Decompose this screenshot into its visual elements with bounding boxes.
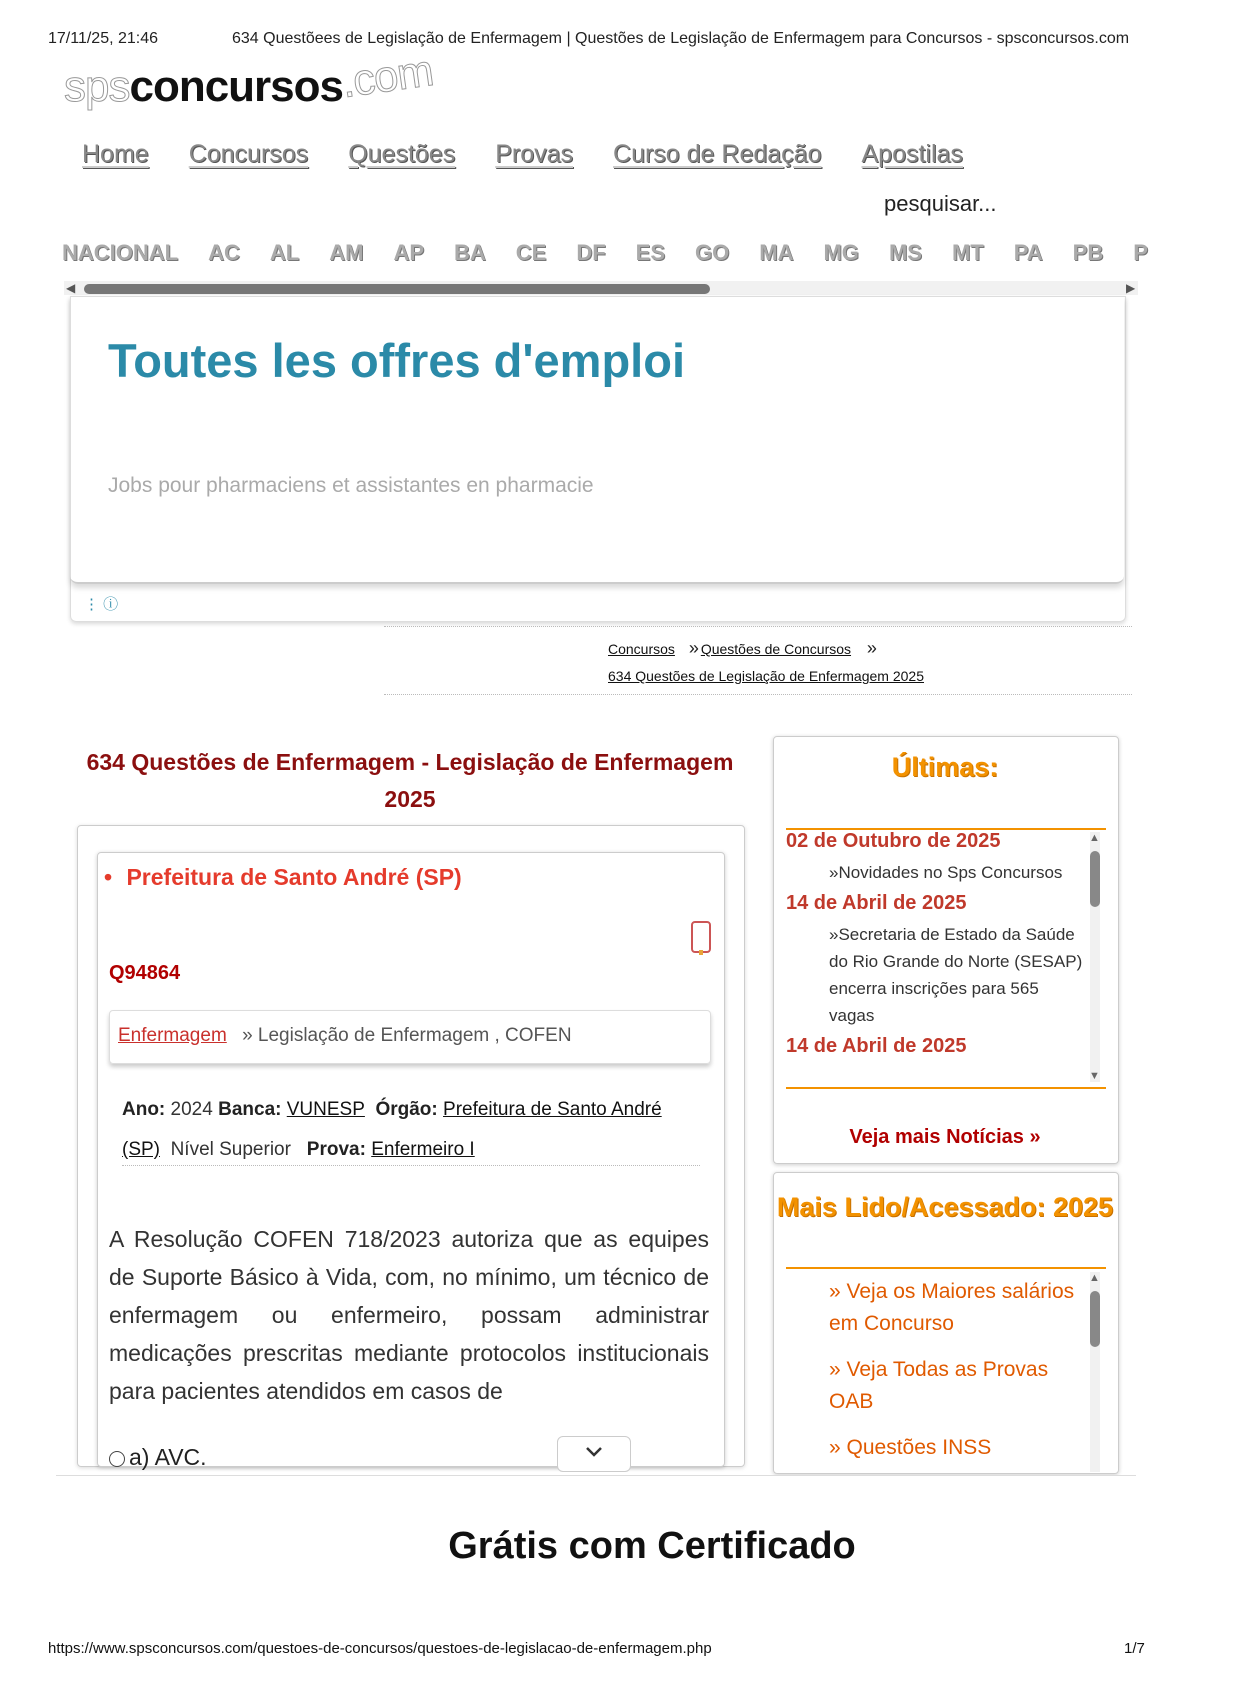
nav-home[interactable]: Home bbox=[82, 140, 149, 168]
orgao-link[interactable]: Prefeitura de Santo André (SP) bbox=[122, 1099, 662, 1160]
ad-subtitle: Jobs pour pharmaciens et assistantes en pharmacie bbox=[108, 474, 594, 497]
nav-provas[interactable]: Provas bbox=[495, 140, 574, 168]
print-page-number: 1/7 bbox=[1124, 1640, 1145, 1657]
chevron-down-icon[interactable] bbox=[557, 1436, 631, 1472]
ad-title[interactable]: Toutes les offres d'emploi bbox=[108, 334, 686, 387]
state-go[interactable]: GO bbox=[695, 240, 730, 265]
search-link[interactable]: pesquisar... bbox=[884, 191, 997, 216]
most-read-scrollbar-thumb[interactable] bbox=[1090, 1291, 1100, 1347]
breadcrumb-sep: » bbox=[866, 638, 877, 658]
link-provas-oab[interactable]: » Veja Todas as Provas OAB bbox=[829, 1358, 1049, 1413]
category-link-enfermagem[interactable]: Enfermagem bbox=[118, 1025, 227, 1046]
page-title: 634 Questões de Enfermagem - Legislação de Enfermagem 2025 bbox=[86, 749, 734, 812]
footer-ad-text[interactable]: Grátis com Certificado bbox=[448, 1525, 856, 1567]
banca-link[interactable]: VUNESP bbox=[286, 1099, 365, 1120]
state-nacional[interactable]: NACIONAL bbox=[62, 240, 179, 265]
most-read-links bbox=[829, 1276, 1089, 1478]
logo-part-concursos: concursos bbox=[129, 62, 343, 111]
print-datetime: 17/11/25, 21:46 bbox=[48, 30, 159, 47]
state-am[interactable]: AM bbox=[329, 240, 364, 265]
state-al[interactable]: AL bbox=[269, 240, 300, 265]
scroll-up-icon[interactable]: ▲ bbox=[1089, 1272, 1100, 1284]
news-item[interactable]: »Novidades no Sps Concursos bbox=[829, 863, 1063, 882]
breadcrumb bbox=[608, 638, 877, 659]
main-nav bbox=[82, 140, 963, 169]
news-date: 14 de Abril de 2025 bbox=[786, 1035, 967, 1057]
option-a-label: a) AVC. bbox=[129, 1444, 207, 1470]
question-org-title: • Prefeitura de Santo André (SP) bbox=[104, 864, 462, 890]
state-ap[interactable]: AP bbox=[393, 240, 424, 265]
state-ms[interactable]: MS bbox=[888, 240, 922, 265]
category-path: » Legislação de Enfermagem , COFEN bbox=[242, 1025, 572, 1046]
breadcrumb-divider bbox=[384, 626, 1132, 627]
nav-questoes[interactable]: Questões bbox=[348, 140, 456, 168]
latest-title: Últimas: bbox=[891, 752, 999, 782]
state-pa[interactable]: PA bbox=[1013, 240, 1043, 265]
scroll-down-icon[interactable]: ▼ bbox=[1089, 1070, 1100, 1082]
link-questoes-inss[interactable]: » Questões INSS bbox=[829, 1436, 992, 1459]
site-logo[interactable] bbox=[64, 45, 436, 112]
state-ba[interactable]: BA bbox=[454, 240, 486, 265]
breadcrumb-sep: » bbox=[688, 638, 699, 658]
state-p[interactable]: P bbox=[1133, 240, 1148, 265]
logo-part-sps: sps bbox=[64, 62, 130, 111]
state-pb[interactable]: PB bbox=[1072, 240, 1104, 265]
mobile-phone-icon[interactable] bbox=[690, 920, 712, 963]
state-df[interactable]: DF bbox=[576, 240, 606, 265]
banca-label: Banca: bbox=[218, 1099, 282, 1120]
breadcrumb-divider bbox=[384, 694, 1132, 695]
scroll-right-icon[interactable]: ▶ bbox=[1126, 281, 1136, 295]
news-date: 02 de Outubro de 2025 bbox=[786, 830, 1001, 852]
prova-link[interactable]: Enfermeiro I bbox=[371, 1139, 475, 1160]
scroll-up-icon[interactable]: ▲ bbox=[1089, 832, 1100, 844]
question-text: A Resolução COFEN 718/2023 autoriza que as equipes de Suporte Básico à Vida, com, no mínimo, um técnico de enfermagem ou enfermeiro, possam administrar medicações prescritas mediante protocolos institucionais para pacientes atendidos em casos de bbox=[109, 1226, 709, 1404]
news-item[interactable]: »Secretaria de Estado da Saúde do Rio Grande do Norte (SESAP) encerra inscrições para 565 vagas bbox=[829, 925, 1083, 1025]
breadcrumb-questoes[interactable]: Questões de Concursos bbox=[700, 641, 852, 657]
prova-label: Prova: bbox=[306, 1139, 366, 1160]
news-date: 14 de Abril de 2025 bbox=[786, 892, 967, 914]
states-nav bbox=[62, 240, 1148, 266]
option-a[interactable] bbox=[109, 1444, 207, 1471]
state-mt[interactable]: MT bbox=[951, 240, 984, 265]
nav-curso-redacao[interactable]: Curso de Redação bbox=[613, 140, 822, 168]
most-read-divider bbox=[786, 1267, 1106, 1269]
ad-info-icon[interactable]: ⋮ ⓘ bbox=[84, 596, 119, 613]
more-news-link[interactable]: Veja mais Notícias » bbox=[849, 1126, 1041, 1148]
question-meta bbox=[122, 1090, 702, 1170]
state-mg[interactable]: MG bbox=[823, 240, 859, 265]
latest-divider bbox=[786, 1087, 1106, 1089]
nivel-value: Nível Superior bbox=[170, 1139, 291, 1160]
print-url: https://www.spsconcursos.com/questoes-de-concursos/questoes-de-legislacao-de-enfermagem.php bbox=[48, 1640, 712, 1657]
ano-value: 2024 bbox=[170, 1099, 213, 1120]
radio-a[interactable] bbox=[109, 1451, 125, 1467]
question-org: Prefeitura de Santo André (SP) bbox=[126, 864, 462, 890]
scroll-left-icon[interactable]: ◀ bbox=[66, 281, 76, 295]
state-ce[interactable]: CE bbox=[515, 240, 547, 265]
most-read-title: Mais Lido/Acessado: 2025 bbox=[776, 1192, 1114, 1222]
print-page-title: 634 Questõees de Legislação de Enfermagem | Questões de Legislação de Enfermagem para Concursos - spsconcursos.com bbox=[232, 30, 1130, 47]
state-ac[interactable]: AC bbox=[208, 240, 240, 265]
news-scrollbar-thumb[interactable] bbox=[1090, 851, 1100, 907]
nav-apostilas[interactable]: Apostilas bbox=[861, 140, 963, 168]
breadcrumb-legislacao[interactable]: 634 Questões de Legislação de Enfermagem 2025 bbox=[608, 668, 924, 684]
link-maiores-salarios[interactable]: » Veja os Maiores salários em Concurso bbox=[829, 1280, 1075, 1335]
state-ma[interactable]: MA bbox=[759, 240, 794, 265]
state-es[interactable]: ES bbox=[635, 240, 666, 265]
news-list bbox=[786, 830, 1086, 1064]
breadcrumb-current bbox=[608, 668, 924, 684]
meta-divider bbox=[122, 1165, 700, 1166]
question-id: Q94864 bbox=[109, 962, 181, 984]
orgao-label: Órgão: bbox=[375, 1099, 438, 1120]
states-scrollbar-thumb[interactable] bbox=[84, 284, 710, 294]
logo-part-com: .com bbox=[338, 45, 436, 108]
nav-concursos[interactable]: Concursos bbox=[188, 140, 309, 168]
question-category bbox=[118, 1025, 572, 1047]
ano-label: Ano: bbox=[122, 1099, 166, 1120]
breadcrumb-concursos[interactable]: Concursos bbox=[608, 641, 675, 657]
